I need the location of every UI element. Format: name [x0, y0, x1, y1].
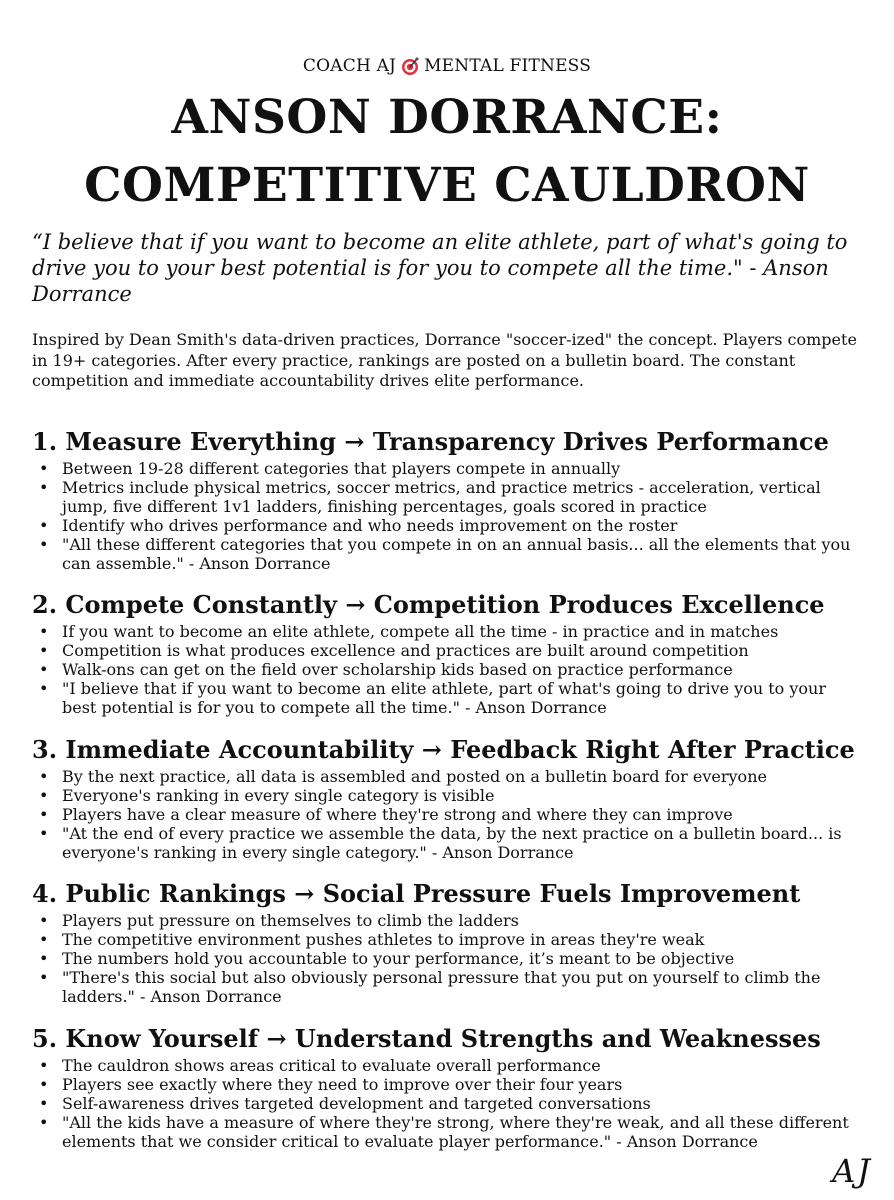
section-heading: 5. Know Yourself → Understand Strengths and Weaknesses — [32, 1024, 821, 1053]
list-item: • The competitive environment pushes athletes to improve in areas they're weak — [62, 930, 862, 949]
list-item: • "At the end of every practice we assemble the data, by the next practice on a bulletin board... is everyone's ranking in every single category." - Anson Dorrance — [62, 824, 862, 862]
list-item: • The cauldron shows areas critical to evaluate overall performance — [62, 1056, 862, 1075]
bullet-list — [32, 459, 862, 573]
list-item: • Players have a clear measure of where they're strong and where they can improve — [62, 805, 862, 824]
intro-paragraph: Inspired by Dean Smith's data-driven practices, Dorrance "soccer-ized" the concept. Players compete in 19+ categories. After every practice, rankings are posted on a bulletin board. The constant competition and immediate accountability drives elite performance. — [32, 330, 857, 390]
list-item: • "All the kids have a measure of where they're strong, where they're weak, and all these different elements that we consider critical to evaluate player performance." - Anson Dorrance — [62, 1113, 862, 1151]
section-4 — [32, 877, 862, 1006]
list-item: • Identify who drives performance and who needs improvement on the roster — [62, 516, 862, 535]
title-line-2: COMPETITIVE CAULDRON — [84, 158, 810, 213]
section-2 — [32, 588, 862, 717]
list-item: • Players put pressure on themselves to climb the ladders — [62, 911, 862, 930]
list-item: • Players see exactly where they need to improve over their four years — [62, 1075, 862, 1094]
list-item: • The numbers hold you accountable to your performance, it’s meant to be objective — [62, 949, 862, 968]
brand-line — [32, 56, 862, 76]
list-item: • By the next practice, all data is assembled and posted on a bulletin board for everyone — [62, 767, 862, 786]
list-item: • Walk-ons can get on the field over scholarship kids based on practice performance — [62, 660, 862, 679]
title-line-1: ANSON DORRANCE: — [171, 90, 723, 145]
list-item: • Metrics include physical metrics, soccer metrics, and practice metrics - acceleration, vertical jump, five different 1v1 ladders, finishing percentages, goals scored in practice — [62, 478, 862, 516]
bullet-list — [32, 622, 862, 717]
section-heading: 2. Compete Constantly → Competition Produces Excellence — [32, 590, 825, 619]
list-item: • If you want to become an elite athlete, compete all the time - in practice and in matches — [62, 622, 862, 641]
section-1 — [32, 425, 862, 573]
section-heading: 3. Immediate Accountability → Feedback Right After Practice — [32, 735, 855, 764]
signature: AJ — [832, 1152, 872, 1190]
brand-left: COACH AJ — [302, 56, 397, 76]
bullet-list — [32, 1056, 862, 1151]
brand-right: MENTAL FITNESS — [424, 56, 592, 76]
list-item: • Between 19-28 different categories that players compete in annually — [62, 459, 862, 478]
target-icon — [400, 56, 420, 76]
section-5 — [32, 1022, 862, 1151]
list-item: • "There's this social but also obviously personal pressure that you put on yourself to climb the ladders." - Anson Dorrance — [62, 968, 862, 1006]
list-item: • Competition is what produces excellence and practices are built around competition — [62, 641, 862, 660]
section-heading: 1. Measure Everything → Transparency Drives Performance — [32, 427, 829, 456]
list-item: • "I believe that if you want to become an elite athlete, part of what's going to drive you to your best potential is for you to compete all the time." - Anson Dorrance — [62, 679, 862, 717]
list-item: • Self-awareness drives targeted development and targeted conversations — [62, 1094, 862, 1113]
list-item: • Everyone's ranking in every single category is visible — [62, 786, 862, 805]
section-3 — [32, 733, 862, 862]
page-title — [32, 84, 862, 220]
list-item: • "All these different categories that you compete in on an annual basis... all the elements that you can assemble." - Anson Dorrance — [62, 535, 862, 573]
bullet-list — [32, 911, 862, 1006]
bullet-list — [32, 767, 862, 862]
lead-quote: “I believe that if you want to become an elite athlete, part of what's going to drive you to your best potential is for you to compete all the time." - Anson Dorrance — [32, 230, 848, 306]
section-heading: 4. Public Rankings → Social Pressure Fuels Improvement — [32, 879, 801, 908]
